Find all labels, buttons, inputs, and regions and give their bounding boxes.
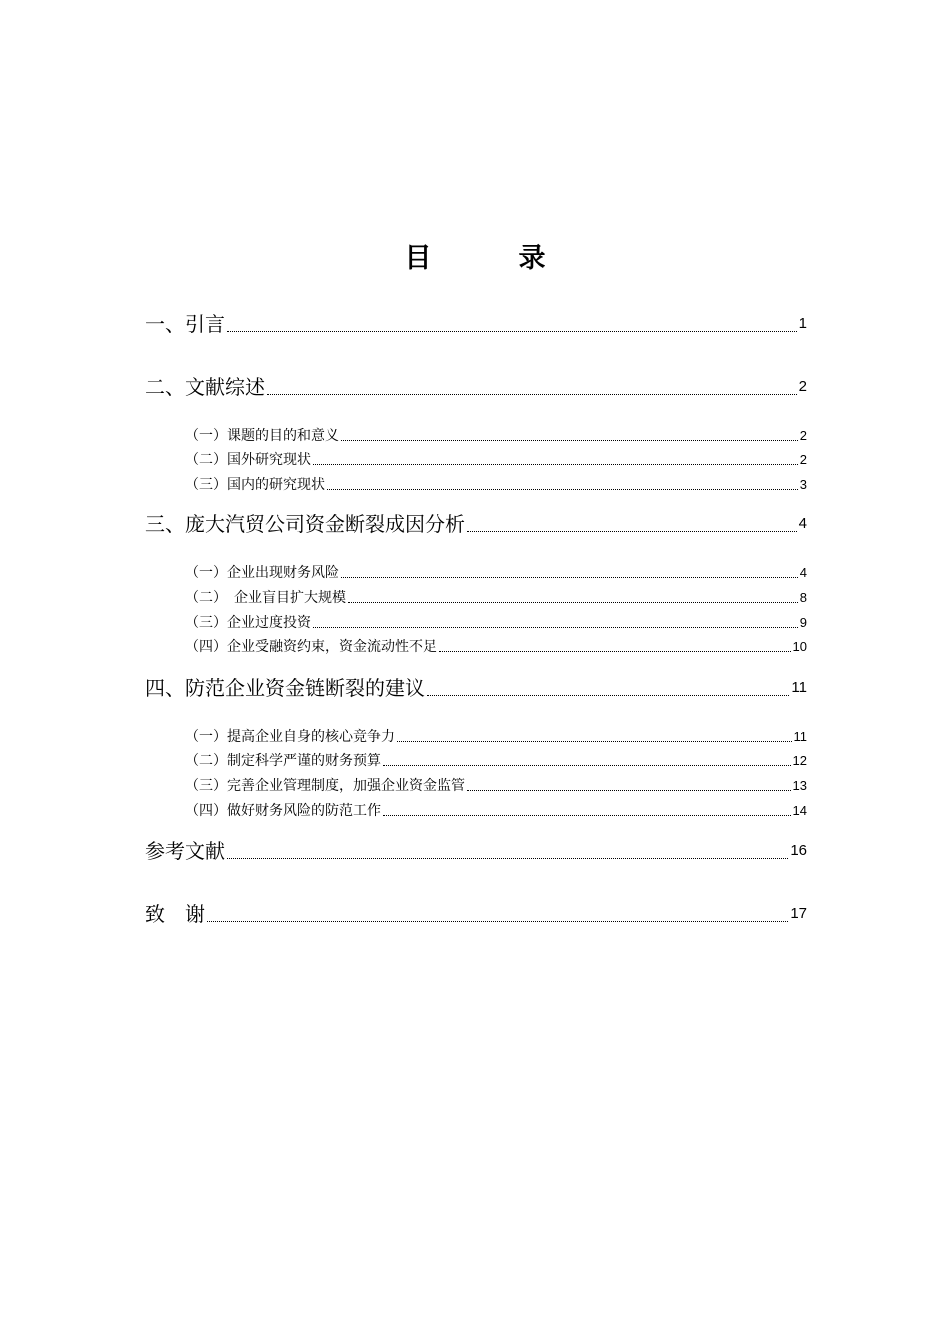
toc-entry[interactable] xyxy=(145,900,807,928)
dot-leader xyxy=(427,695,789,696)
toc-entry-label: 三、庞大汽贸公司资金断裂成因分析 xyxy=(145,512,465,536)
toc-entry[interactable] xyxy=(145,373,807,401)
dot-leader xyxy=(397,741,792,742)
toc-entry-page: 17 xyxy=(790,905,807,922)
toc-subentry[interactable] xyxy=(185,637,807,657)
dot-leader xyxy=(348,602,798,603)
toc-subentry[interactable] xyxy=(185,563,807,583)
toc-entry-label: （二） 企业盲目扩大规模 xyxy=(185,590,346,606)
toc-entry-page: 4 xyxy=(798,515,807,532)
toc-subentry[interactable] xyxy=(185,426,807,446)
toc-entry[interactable] xyxy=(145,310,807,338)
dot-leader xyxy=(383,765,791,766)
toc-entry-label: 致 谢 xyxy=(145,902,205,926)
toc-subentry[interactable] xyxy=(185,801,807,821)
toc-entry[interactable] xyxy=(145,837,807,865)
toc-entry-label: （一）企业出现财务风险 xyxy=(185,565,339,581)
toc-entry-label: （一）课题的目的和意义 xyxy=(185,428,339,444)
dot-leader xyxy=(467,790,791,791)
toc-entry-label: 一、引言 xyxy=(145,312,225,336)
dot-leader xyxy=(341,577,798,578)
dot-leader xyxy=(227,858,788,859)
toc-title: 目 录 xyxy=(404,243,576,274)
toc-entry-label: （四）企业受融资约束，资金流动性不足 xyxy=(185,639,437,655)
toc-subentry[interactable] xyxy=(185,727,807,747)
toc-entry-label: 参考文献 xyxy=(145,839,225,863)
toc-subentry[interactable] xyxy=(185,588,807,608)
dot-leader xyxy=(327,489,798,490)
toc-entry-label: 二、文献综述 xyxy=(145,375,265,399)
toc-entry-page: 12 xyxy=(792,753,807,768)
toc-entry-page: 11 xyxy=(791,679,807,696)
dot-leader xyxy=(383,815,791,816)
dot-leader xyxy=(207,921,788,922)
toc-entry[interactable] xyxy=(145,674,807,702)
toc-entry-label: （三）企业过度投资 xyxy=(185,615,311,631)
toc-entry-page: 3 xyxy=(799,477,807,492)
toc-subentry[interactable] xyxy=(185,613,807,633)
toc-entry-label: （二）制定科学严谨的财务预算 xyxy=(185,753,381,769)
dot-leader xyxy=(439,651,791,652)
toc-entry-page: 16 xyxy=(790,842,807,859)
toc-subentry[interactable] xyxy=(185,475,807,495)
toc-entry-page: 10 xyxy=(792,639,807,654)
dot-leader xyxy=(467,531,797,532)
toc-entry-label: 四、防范企业资金链断裂的建议 xyxy=(145,676,425,700)
toc-entry-page: 2 xyxy=(798,378,807,395)
toc-entry-label: （二）国外研究现状 xyxy=(185,452,311,468)
toc-entry-label: （三）国内的研究现状 xyxy=(185,477,325,493)
toc-entry-page: 1 xyxy=(798,315,807,332)
toc-entry-page: 14 xyxy=(792,803,807,818)
toc-entry-page: 13 xyxy=(792,778,807,793)
toc-entry-label: （三）完善企业管理制度，加强企业资金监管 xyxy=(185,778,465,794)
toc-entry-page: 4 xyxy=(799,565,807,580)
toc-entry-page: 9 xyxy=(799,615,807,630)
toc-entry-page: 8 xyxy=(799,590,807,605)
dot-leader xyxy=(341,440,798,441)
toc-entry-label: （一）提高企业自身的核心竞争力 xyxy=(185,729,395,745)
toc-subentry[interactable] xyxy=(185,776,807,796)
toc-entry-label: （四）做好财务风险的防范工作 xyxy=(185,803,381,819)
toc-subentry[interactable] xyxy=(185,450,807,470)
dot-leader xyxy=(267,394,797,395)
dot-leader xyxy=(313,464,798,465)
toc-entry[interactable] xyxy=(145,510,807,538)
dot-leader xyxy=(227,331,797,332)
toc-entry-page: 2 xyxy=(799,452,807,467)
toc-entry-page: 2 xyxy=(799,428,807,443)
toc-entry-page: 11 xyxy=(793,729,807,744)
toc-subentry[interactable] xyxy=(185,751,807,771)
dot-leader xyxy=(313,627,798,628)
